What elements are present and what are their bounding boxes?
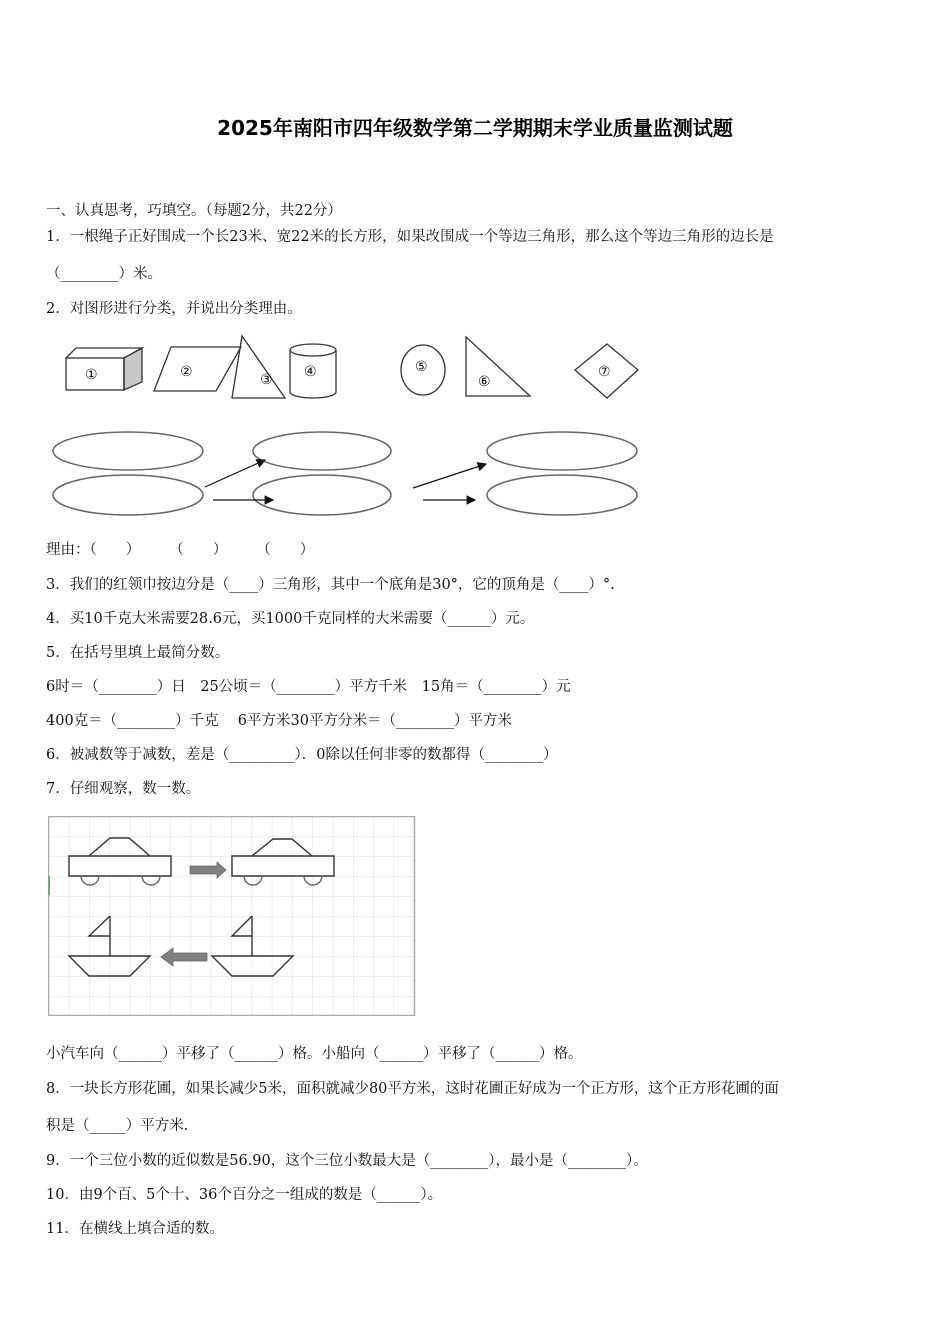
square-shape-7 (575, 344, 638, 398)
category-ellipse (253, 432, 391, 470)
question-7-text: 7．仔细观察，数一数。 (46, 781, 201, 797)
question-2-reason: 理由：（ ） （ ） （ ） (46, 542, 315, 558)
category-ellipse (53, 475, 203, 515)
parallelogram-shape-2 (154, 347, 241, 391)
question-2-text: 2．对图形进行分类，并说出分类理由。 (46, 301, 302, 317)
svg-text:⑥: ⑥ (478, 374, 491, 390)
triangle-shape-3 (232, 336, 285, 398)
svg-text:④: ④ (304, 364, 317, 380)
question-9-text: 9．一个三位小数的近似数是56.90，这个三位小数最大是（________），最小是（________）。 (46, 1153, 648, 1169)
category-ellipse (487, 475, 637, 515)
category-ellipse (253, 475, 391, 515)
circle-shape-5 (401, 345, 445, 395)
question-10-text: 10．由9个百、5个十、36个百分之一组成的数是（______）。 (46, 1187, 443, 1203)
question-8-line-2: 积是（_____）平方米. (46, 1118, 189, 1134)
arrow-icon (413, 464, 486, 488)
svg-text:①: ① (85, 367, 98, 383)
arrow-icon (205, 460, 265, 487)
cuboid-shape-1 (66, 348, 142, 390)
svg-text:③: ③ (260, 372, 273, 388)
translation-grid-figure (48, 816, 416, 1016)
section-heading: 一、认真思考，巧填空。（每题2分，共22分） (46, 203, 342, 219)
question-1-line-1: 1．一根绳子正好围成一个长23米、宽22米的长方形，如果改围成一个等边三角形，那么这个等边三角形的边长是 (46, 229, 774, 245)
question-4-text: 4．买10千克大米需要28.6元，买1000千克同样的大米需要（______）元。 (46, 611, 535, 627)
question-1-line-2: （________）米。 (46, 266, 162, 282)
page-title: 2025年南阳市四年级数学第二学期期末学业质量监测试题 (217, 116, 733, 140)
question-5-row-2: 400克＝（________）千克 6平方米30平方分米＝（________）平方米 (46, 713, 512, 729)
right-triangle-shape-6 (466, 337, 530, 396)
svg-text:②: ② (180, 364, 193, 380)
category-ellipse (53, 432, 203, 470)
shapes-figure (45, 330, 645, 405)
category-ellipse (487, 432, 637, 470)
question-3-text: 3．我们的红领巾按边分是（____）三角形，其中一个底角是30°，它的顶角是（____）°. (46, 577, 615, 593)
cylinder-shape-4 (290, 344, 336, 398)
question-5-row-1: 6时＝（________）日 25公顷＝（________）平方千米 15角＝（________）元 (46, 679, 571, 695)
svg-text:⑤: ⑤ (415, 359, 428, 375)
svg-text:⑦: ⑦ (598, 364, 611, 380)
question-11-text: 11．在横线上填合适的数。 (46, 1221, 224, 1237)
question-5-text: 5．在括号里填上最简分数。 (46, 645, 230, 661)
question-8-line-1: 8．一块长方形花圃，如果长减少5米，面积就减少80平方米，这时花圃正好成为一个正方形，这个正方形花圃的面 (46, 1081, 779, 1097)
question-6-text: 6．被减数等于减数，差是（_________）．0除以任何非零的数都得（________） (46, 747, 558, 763)
classification-diagram (45, 420, 645, 530)
question-7-answer: 小汽车向（______）平移了（______）格。小船向（______）平移了（______）格。 (46, 1046, 583, 1062)
